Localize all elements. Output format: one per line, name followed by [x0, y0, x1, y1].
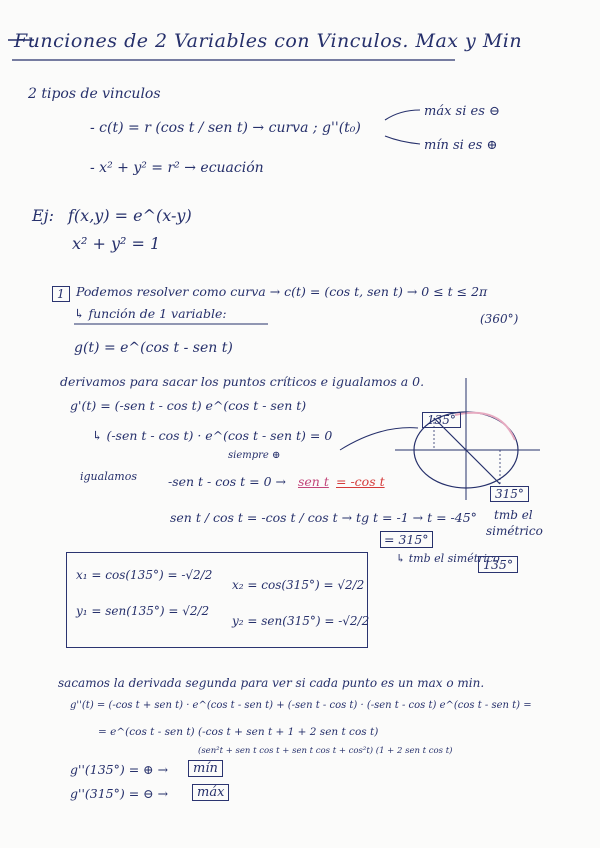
second-line-1: g''(t) = (-cos t + sen t) · e^(cos t - sen t) + (-sen t - cos t) · (-sen t - cos t) e^(cos t - sen t) =	[70, 700, 532, 711]
tmb-simetrico-note: ↳ tmb el simétrico	[396, 552, 500, 565]
siempre-note: siempre ⊕	[228, 450, 281, 461]
max-label: máx si es ⊖	[424, 104, 500, 119]
example-function: f(x,y) = e^(x-y)	[68, 206, 192, 225]
step1-line-b: ↳ función de 1 variable:	[74, 306, 227, 321]
derivative-line-3c: = -cos t	[336, 474, 385, 489]
point-y2: y₂ = sen(315°) = -√2/2	[232, 614, 370, 628]
second-line-2: = e^(cos t - sen t) (-cos t + sen t + 1 + 2 sen t cos t)	[98, 726, 379, 738]
page-title: Funciones de 2 Variables con Vinculos. Max y Min	[14, 30, 523, 52]
intro-line-2: - x² + y² = r² → ecuación	[90, 160, 264, 176]
intro-line-1: - c(t) = r (cos t / sen t) → curva ; g''(t₀)	[90, 120, 361, 136]
g2-315-result: máx	[192, 784, 229, 801]
example-constraint: x² + y² = 1	[72, 234, 161, 253]
points-box	[66, 552, 368, 648]
derivative-line-4: sen t / cos t = -cos t / cos t → tg t = -1 → t = -45°	[170, 510, 477, 525]
derivative-line-2: ↳ (-sen t - cos t) · e^(cos t - sen t) = 0	[92, 428, 333, 443]
result-315-text: = 315°	[380, 531, 433, 548]
circle-tmb: tmb el	[494, 508, 533, 522]
g2-135: g''(135°) = ⊕ →	[70, 762, 169, 777]
derivative-line-3b: sen t	[298, 474, 329, 489]
step1-line-a: Podemos resolver como curva → c(t) = (cos t, sen t) → 0 ≤ t ≤ 2π	[76, 284, 488, 299]
result-135: 135°	[478, 556, 518, 573]
g-function: g(t) = e^(cos t - sen t)	[74, 340, 233, 356]
derivative-bullet: derivamos para sacar los puntos críticos e igualamos a 0.	[60, 374, 425, 389]
igualamos-note: igualamos	[80, 470, 137, 483]
g2-315: g''(315°) = ⊖ →	[70, 786, 169, 801]
g2-135-result: mín	[188, 760, 223, 777]
second-line-2-note: (sen²t + sen t cos t + sen t cos t + cos²t) (1 + 2 sen t cos t)	[198, 746, 453, 756]
example-label: Ej:	[32, 206, 55, 225]
point-x2: x₂ = cos(315°) = √2/2	[232, 578, 365, 592]
step-number: 1	[52, 286, 70, 302]
point-x1: x₁ = cos(135°) = -√2/2	[76, 568, 213, 582]
circle-simetrico: simétrico	[486, 524, 543, 538]
circle-label-135: 135°	[422, 412, 461, 428]
min-label: mín si es ⊕	[424, 138, 498, 153]
intro-bullet: 2 tipos de vinculos	[28, 86, 161, 102]
point-y1: y₁ = sen(135°) = √2/2	[76, 604, 210, 618]
step1-note: (360°)	[480, 312, 519, 326]
derivative-line-3a: -sen t - cos t = 0 →	[168, 474, 287, 489]
second-bullet: sacamos la derivada segunda para ver si cada punto es un max o min.	[58, 676, 485, 690]
circle-label-315: 315°	[490, 486, 529, 502]
derivative-line-1: g'(t) = (-sen t - cos t) e^(cos t - sen t)	[70, 398, 307, 413]
